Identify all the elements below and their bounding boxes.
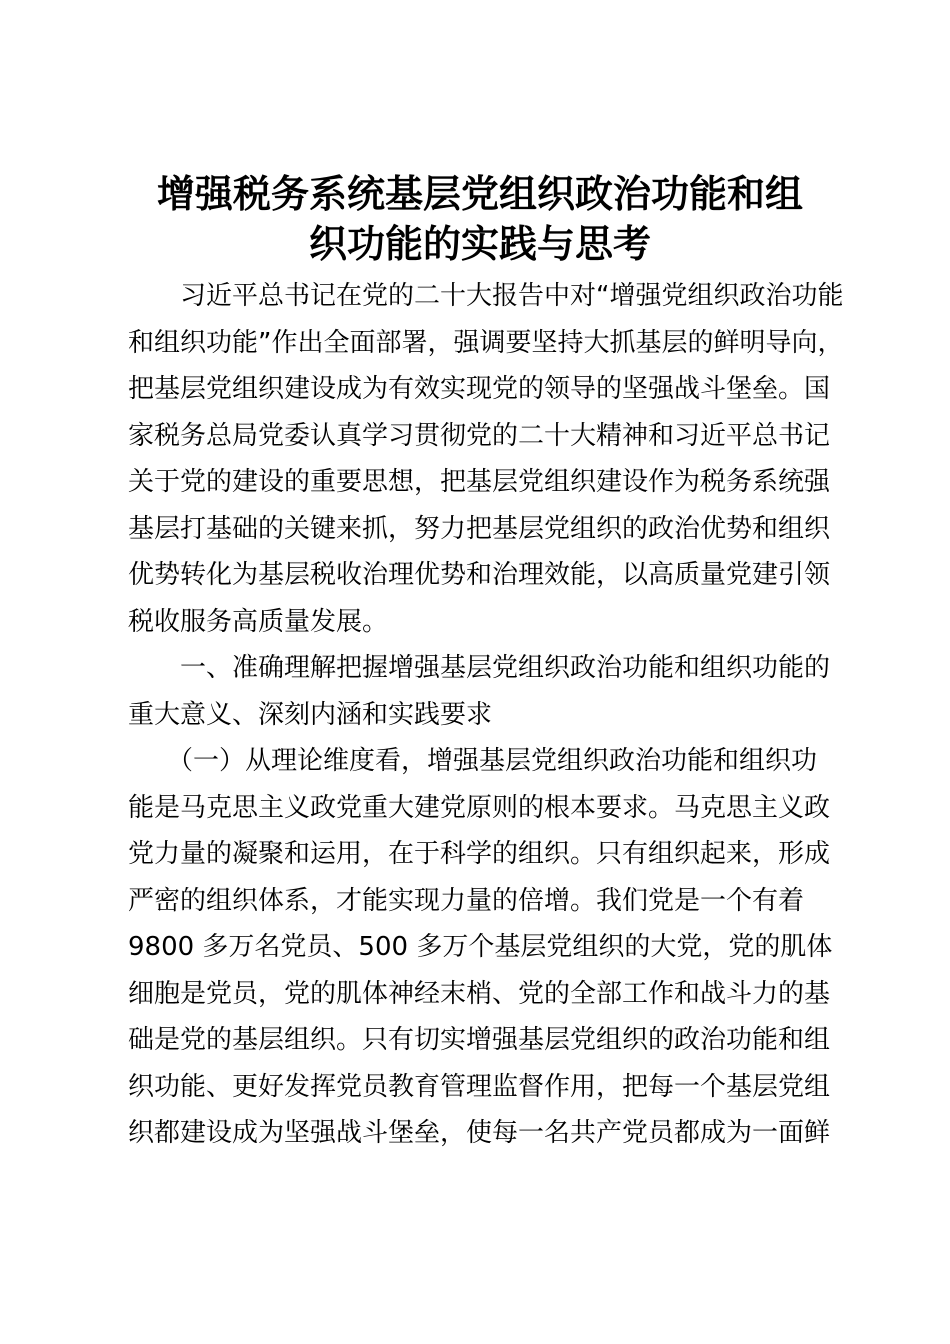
body-line-18: 织功能、更好发挥党员教育管理监督作用，把每一个基层党组 [128,1072,831,1102]
body-line-19: 织都建设成为坚强战斗堡垒，使每一名共产党员都成为一面鲜 [128,1118,831,1148]
body-line-6: 基层打基础的关键来抓，努力把基层党组织的政治优势和组织 [128,514,831,544]
document-title-line-2: 织功能的实践与思考 [308,222,651,266]
body-line-17: 础是党的基层组织。只有切实增强基层党组织的政治功能和组 [128,1025,831,1055]
body-line-14: 严密的组织体系，才能实现力量的倍增。我们党是一个有着 [128,886,805,916]
body-line-11: （一）从理论维度看，增强基层党组织政治功能和组织功 [128,746,818,776]
body-line-8: 税收服务高质量发展。 [128,607,389,637]
body-line-16: 细胞是党员，党的肌体神经末梢、党的全部工作和战斗力的基 [128,979,831,1009]
body-line-13: 党力量的凝聚和运用，在于科学的组织。只有组织起来，形成 [128,839,831,869]
section-heading-line-1: 一、准确理解把握增强基层党组织政治功能和组织功能的 [128,653,831,683]
body-line-5: 关于党的建设的重要思想，把基层党组织建设作为税务系统强 [128,467,831,497]
body-line-2: 和组织功能”作出全面部署，强调要坚持大抓基层的鲜明导向， [128,328,844,358]
body-line-4: 家税务总局党委认真学习贯彻党的二十大精神和习近平总书记 [128,421,831,451]
body-line-12: 能是马克思主义政党重大建党原则的根本要求。马克思主义政 [128,793,831,823]
document-title-line-1: 增强税务系统基层党组织政治功能和组 [156,172,803,216]
body-line-15: 9800 多万名党员、500 多万个基层党组织的大党，党的肌体 [128,932,833,962]
section-heading-line-2: 重大意义、深刻内涵和实践要求 [128,700,493,730]
body-line-3: 把基层党组织建设成为有效实现党的领导的坚强战斗堡垒。国 [128,374,831,404]
body-line-7: 优势转化为基层税收治理优势和治理效能，以高质量党建引领 [128,560,831,590]
body-line-1: 习近平总书记在党的二十大报告中对“增强党组织政治功能 [128,281,844,311]
